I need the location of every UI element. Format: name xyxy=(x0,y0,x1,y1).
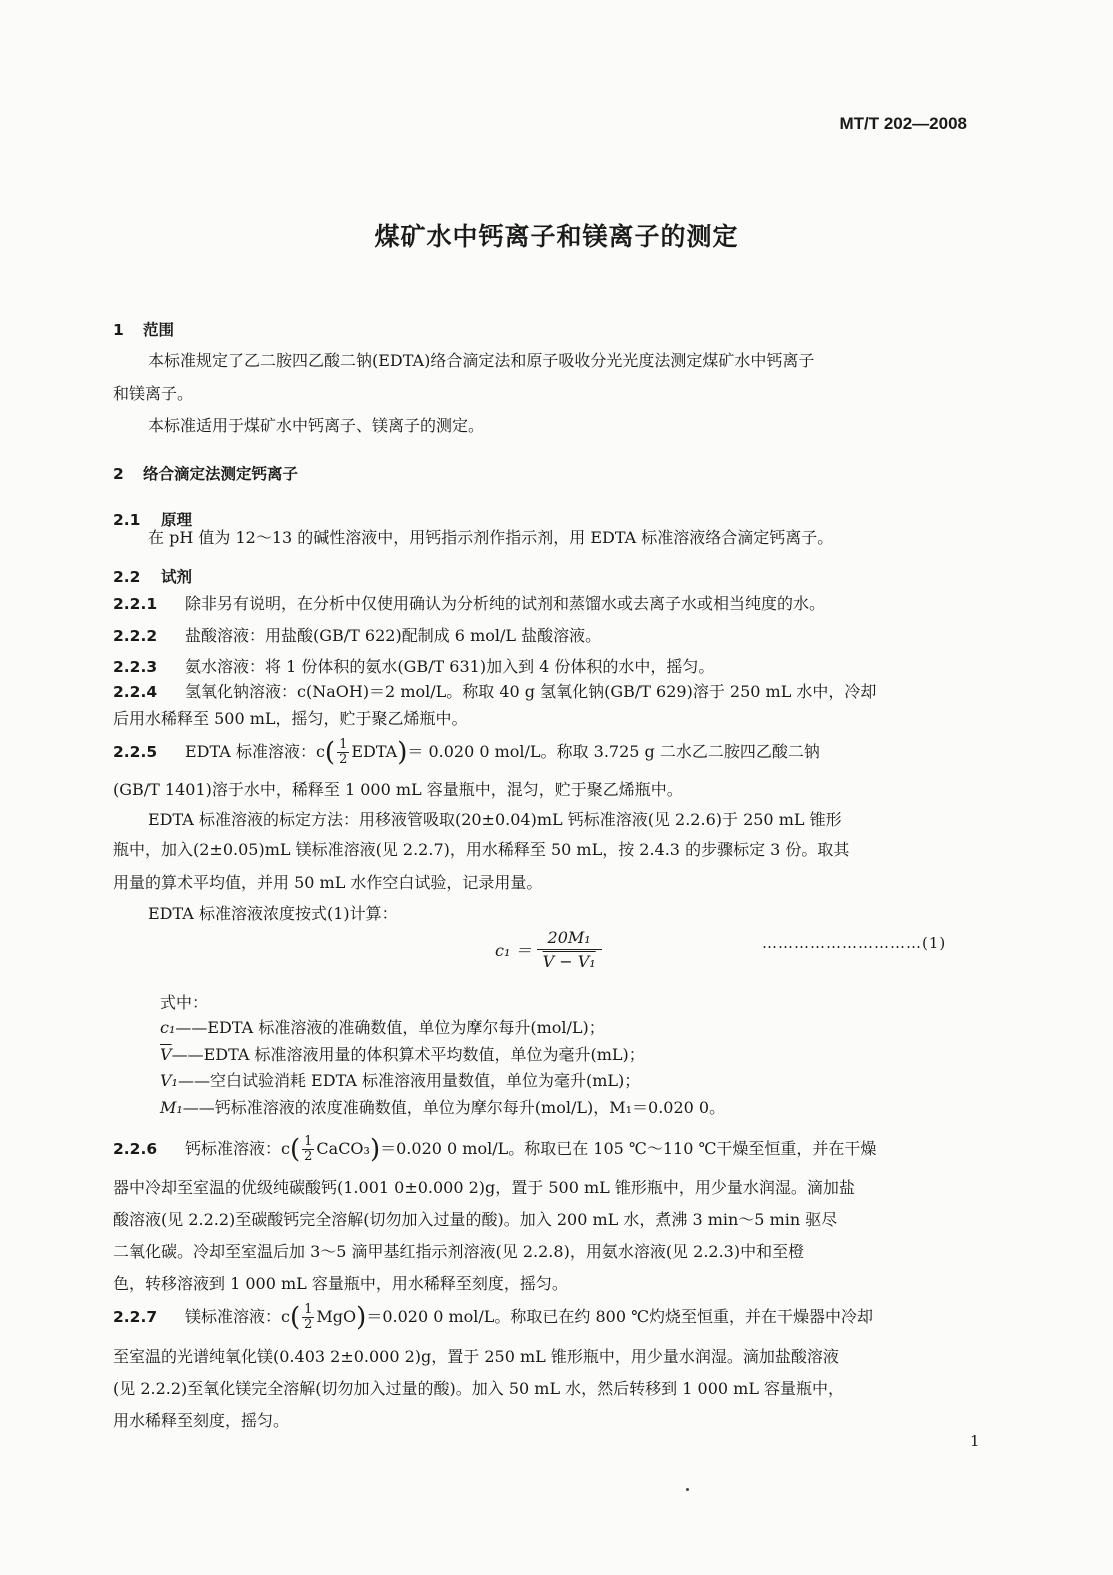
equation-1 xyxy=(495,928,602,971)
paragraph-line: 用水稀释至刻度，摇匀。 xyxy=(113,1411,290,1430)
section-title: 络合滴定法测定钙离子 xyxy=(143,465,299,483)
definition-c1 xyxy=(160,1018,605,1038)
clause-2-2-6 xyxy=(113,1135,876,1164)
clause-number: 2.2.2 xyxy=(113,627,158,645)
paragraph-line: 本标准规定了乙二胺四乙酸二钠(EDTA)络合滴定法和原子吸收分光光度法测定煤矿水中钙离子 xyxy=(148,351,815,370)
clause-text: ＝0.020 0 mol/L。称取已在 105 ℃～110 ℃干燥至恒重，并在干燥 xyxy=(380,1139,877,1158)
clause-text: 氢氧化钠溶液：c(NaOH)＝2 mol/L。称取 40 g 氢氧化钠(GB/T 629)溶于 250 mL 水中，冷却 xyxy=(185,682,877,701)
paragraph-line: 用量的算术平均值，并用 50 mL 水作空白试验，记录用量。 xyxy=(113,873,543,892)
paragraph-line: EDTA 标准溶液的标定方法：用移液管吸取(20±0.04)mL 钙标准溶液(见 2.2.6)于 250 mL 锥形 xyxy=(148,810,842,829)
paragraph-line: 至室温的光谱纯氧化镁(0.403 2±0.000 2)g，置于 250 mL 锥形瓶中，用少量水润湿。滴加盐酸溶液 xyxy=(113,1347,839,1366)
fraction xyxy=(302,1303,314,1332)
section-number: 2 xyxy=(113,465,124,483)
fraction-denominator: 2 xyxy=(304,1317,313,1332)
paragraph-line: 本标准适用于煤矿水中钙离子、镁离子的测定。 xyxy=(148,416,485,435)
clause-number: 2.2.3 xyxy=(113,658,158,676)
paragraph-line: 后用水稀释至 500 mL，摇匀，贮于聚乙烯瓶中。 xyxy=(113,709,468,728)
standard-number: MT/T 202—2008 xyxy=(839,114,967,133)
clause-2-2-7 xyxy=(113,1303,873,1332)
symbol: M₁ xyxy=(160,1098,183,1117)
paragraph-line: 和镁离子。 xyxy=(113,384,194,403)
clause-text: ＝ 0.020 0 mol/L。称取 3.725 g 二水乙二胺四乙酸二钠 xyxy=(407,742,820,761)
scan-speck xyxy=(686,1488,689,1491)
clause-2-2-heading xyxy=(113,565,192,587)
clause-number: 2.2.1 xyxy=(113,595,158,613)
paragraph-line: 酸溶液(见 2.2.2)至碳酸钙完全溶解(切勿加入过量的酸)。加入 200 mL 水，煮沸 3 min～5 min 驱尽 xyxy=(113,1210,838,1229)
left-paren: ( xyxy=(289,1134,301,1165)
right-paren: ) xyxy=(356,1302,367,1333)
clause-number: 2.2.6 xyxy=(113,1140,158,1158)
right-paren: ) xyxy=(397,737,408,768)
paragraph-line: 器中冷却至室温的优级纯碳酸钙(1.001 0±0.000 2)g，置于 500 mL 锥形瓶中，用少量水润湿。滴加盐 xyxy=(113,1178,855,1197)
clause-2-2-2 xyxy=(113,626,601,646)
clause-text: 钙标准溶液：c xyxy=(185,1139,290,1158)
clause-text: 盐酸溶液：用盐酸(GB/T 622)配制成 6 mol/L 盐酸溶液。 xyxy=(185,626,602,645)
fraction-denominator: 2 xyxy=(339,752,348,767)
clause-2-2-1 xyxy=(113,594,825,614)
section-2-heading xyxy=(113,462,298,484)
clause-number: 2.1 xyxy=(113,511,141,529)
definition-text: ——EDTA 标准溶液的准确数值，单位为摩尔每升(mol/L)； xyxy=(175,1018,605,1037)
fraction-numerator: 1 xyxy=(304,1134,313,1149)
definition-v xyxy=(160,1045,645,1065)
clause-text: 氨水溶液：将 1 份体积的氨水(GB/T 631)加入到 4 份体积的水中，摇匀。 xyxy=(185,657,715,676)
section-number: 1 xyxy=(113,321,124,339)
definition-text: ——EDTA 标准溶液用量的体积算术平均数值，单位为毫升(mL)； xyxy=(171,1045,645,1064)
formula-fraction xyxy=(537,928,602,971)
definition-v1 xyxy=(160,1071,640,1091)
fraction-numerator: 1 xyxy=(339,737,348,752)
substance: MgO xyxy=(316,1307,357,1326)
paragraph-line: (GB/T 1401)溶于水中，稀释至 1 000 mL 容量瓶中，混匀，贮于聚乙烯瓶中。 xyxy=(113,780,683,799)
clause-number: 2.2.7 xyxy=(113,1308,158,1326)
right-paren: ) xyxy=(369,1134,381,1165)
left-paren: ( xyxy=(324,737,336,768)
symbol: $\overline{V}$ xyxy=(160,1045,172,1064)
definition-text: ——空白试验消耗 EDTA 标准溶液用量数值，单位为毫升(mL)； xyxy=(177,1071,641,1090)
fraction xyxy=(337,738,349,767)
clause-2-1-heading xyxy=(113,508,192,530)
symbol: c₁ xyxy=(160,1018,176,1037)
left-paren: ( xyxy=(289,1302,301,1333)
substance: CaCO₃ xyxy=(316,1139,370,1158)
paragraph-line: 瓶中，加入(2±0.05)mL 镁标准溶液(见 2.2.7)，用水稀释至 50 mL，按 2.4.3 的步骤标定 3 份。取其 xyxy=(113,840,850,859)
fraction-numerator: 1 xyxy=(304,1302,313,1317)
page-number: 1 xyxy=(970,1432,980,1450)
paragraph-line: 色，转移溶液到 1 000 mL 容量瓶中，用水稀释至刻度，摇匀。 xyxy=(113,1274,568,1293)
paragraph-line: (见 2.2.2)至氧化镁完全溶解(切勿加入过量的酸)。加入 50 mL 水，然后转移到 1 000 mL 容量瓶中， xyxy=(113,1379,845,1398)
clause-2-2-4 xyxy=(113,682,876,702)
definition-m1 xyxy=(160,1098,725,1118)
clause-number: 2.2.4 xyxy=(113,683,158,701)
clause-title: 试剂 xyxy=(161,568,193,586)
clause-number: 2.2.5 xyxy=(113,743,158,761)
clause-text: 除非另有说明，在分析中仅使用确认为分析纯的试剂和蒸馏水或去离子水或相当纯度的水。 xyxy=(185,594,826,613)
formula-lhs: c₁ ＝ xyxy=(495,941,532,960)
section-1-heading xyxy=(113,318,174,340)
clause-2-2-3 xyxy=(113,657,714,677)
symbol: V₁ xyxy=(160,1071,178,1090)
paragraph-line: 在 pH 值为 12～13 的碱性溶液中，用钙指示剂作指示剂，用 EDTA 标准溶液络合滴定钙离子。 xyxy=(148,528,834,547)
clause-text: EDTA 标准溶液：c xyxy=(185,742,325,761)
document-title: 煤矿水中钙离子和镁离子的测定 xyxy=(374,222,739,251)
fraction-denominator: 2 xyxy=(304,1149,313,1164)
paragraph-line: 二氧化碳。冷却至室温后加 3～5 滴甲基红指示剂溶液(见 2.2.8)，用氨水溶液(见 2.2.3)中和至橙 xyxy=(113,1242,805,1261)
clause-text: 镁标准溶液：c xyxy=(185,1307,290,1326)
equation-number: …………………………(1) xyxy=(762,934,947,952)
fraction xyxy=(302,1135,314,1164)
paragraph-line: EDTA 标准溶液浓度按式(1)计算： xyxy=(148,904,398,923)
substance: EDTA xyxy=(351,742,398,761)
formula-denominator: V − V₁ xyxy=(542,952,596,971)
clause-text: ＝0.020 0 mol/L。称取已在约 800 ℃灼烧至恒重，并在干燥器中冷却 xyxy=(366,1307,874,1326)
definition-text: ——钙标准溶液的浓度准确数值，单位为摩尔每升(mol/L)，M₁＝0.020 0。 xyxy=(182,1098,726,1117)
where-label: 式中： xyxy=(160,993,209,1012)
clause-2-2-5 xyxy=(113,738,820,767)
section-title: 范围 xyxy=(143,321,175,339)
formula-numerator: 20M₁ xyxy=(537,928,602,950)
clause-title: 原理 xyxy=(161,511,193,529)
clause-number: 2.2 xyxy=(113,568,141,586)
